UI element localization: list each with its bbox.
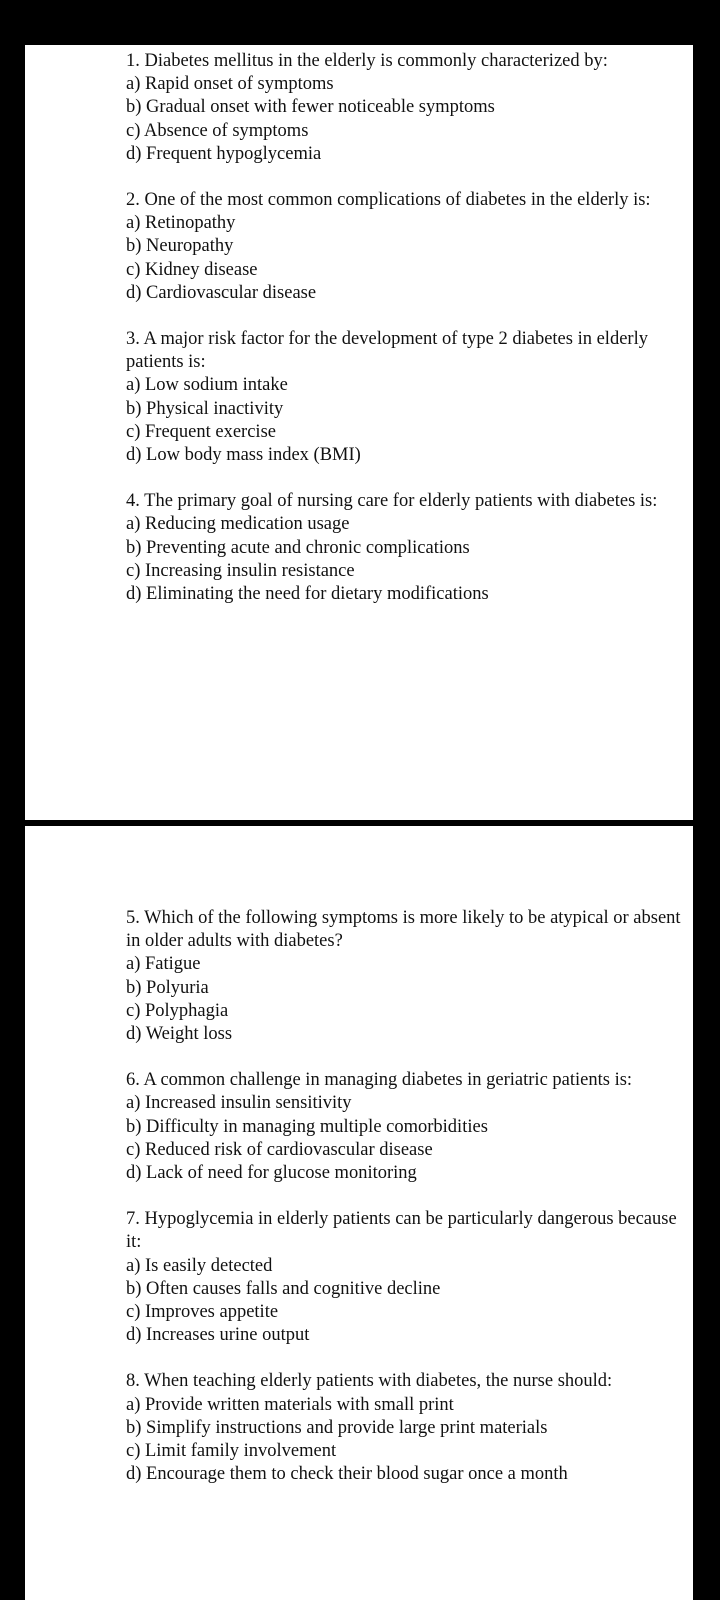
question-text: 8. When teaching elderly patients with diabetes, the nurse should: [126, 1371, 613, 1392]
answer-option-c: c) Reduced risk of cardiovascular disease [126, 1139, 433, 1160]
answer-option-d: d) Encourage them to check their blood sugar once a month [126, 1464, 568, 1485]
question-2 [126, 189, 686, 305]
answer-option-a: a) Provide written materials with small print [126, 1394, 454, 1415]
document-page-2 [25, 826, 693, 1600]
question-text: 7. Hypoglycemia in elderly patients can be particularly dangerous because it: [126, 1209, 677, 1253]
answer-option-c: c) Absence of symptoms [126, 120, 309, 141]
answer-option-b: b) Polyuria [126, 977, 209, 998]
question-6 [126, 1069, 686, 1185]
question-text: 3. A major risk factor for the development of type 2 diabetes in elderly patients is: [126, 329, 648, 373]
question-3 [126, 328, 686, 467]
answer-option-a: a) Low sodium intake [126, 375, 288, 396]
answer-option-b: b) Simplify instructions and provide large print materials [126, 1417, 548, 1438]
question-text: 1. Diabetes mellitus in the elderly is commonly characterized by: [126, 51, 608, 71]
answer-option-b: b) Often causes falls and cognitive decline [126, 1278, 441, 1299]
question-8 [126, 1370, 686, 1486]
answer-option-d: d) Weight loss [126, 1024, 233, 1045]
answer-option-b: b) Preventing acute and chronic complications [126, 537, 470, 558]
answer-option-a: a) Is easily detected [126, 1255, 273, 1276]
answer-option-c: c) Increasing insulin resistance [126, 560, 355, 581]
answer-option-c: c) Improves appetite [126, 1302, 279, 1323]
question-text: 4. The primary goal of nursing care for elderly patients with diabetes is: [126, 491, 658, 512]
answer-option-a: a) Increased insulin sensitivity [126, 1093, 352, 1114]
answer-option-c: c) Frequent exercise [126, 421, 276, 442]
answer-option-d: d) Low body mass index (BMI) [126, 445, 361, 466]
question-7 [126, 1208, 686, 1347]
answer-option-a: a) Rapid onset of symptoms [126, 74, 334, 95]
answer-option-c: c) Kidney disease [126, 259, 258, 280]
question-text: 5. Which of the following symptoms is more likely to be atypical or absent in older adults with diabetes? [126, 908, 681, 952]
answer-option-b: b) Physical inactivity [126, 398, 284, 419]
question-text: 6. A common challenge in managing diabetes in geriatric patients is: [126, 1070, 633, 1091]
answer-option-d: d) Lack of need for glucose monitoring [126, 1163, 417, 1184]
document-page-1 [25, 45, 693, 820]
answer-option-c: c) Limit family involvement [126, 1441, 337, 1462]
answer-option-b: b) Difficulty in managing multiple comorbidities [126, 1116, 488, 1137]
question-text: 2. One of the most common complications of diabetes in the elderly is: [126, 190, 651, 211]
answer-option-c: c) Polyphagia [126, 1000, 229, 1021]
answer-option-d: d) Increases urine output [126, 1325, 310, 1346]
question-list [126, 907, 686, 1509]
question-list [126, 50, 686, 629]
answer-option-d: d) Eliminating the need for dietary modifications [126, 584, 489, 605]
answer-option-a: a) Reducing medication usage [126, 514, 350, 535]
question-5 [126, 907, 686, 1046]
answer-option-b: b) Gradual onset with fewer noticeable symptoms [126, 97, 495, 118]
answer-option-d: d) Cardiovascular disease [126, 282, 317, 303]
answer-option-a: a) Retinopathy [126, 213, 236, 234]
answer-option-b: b) Neuropathy [126, 236, 234, 257]
answer-option-d: d) Frequent hypoglycemia [126, 143, 322, 164]
answer-option-a: a) Fatigue [126, 954, 201, 975]
question-1 [126, 50, 686, 166]
question-4 [126, 490, 686, 606]
